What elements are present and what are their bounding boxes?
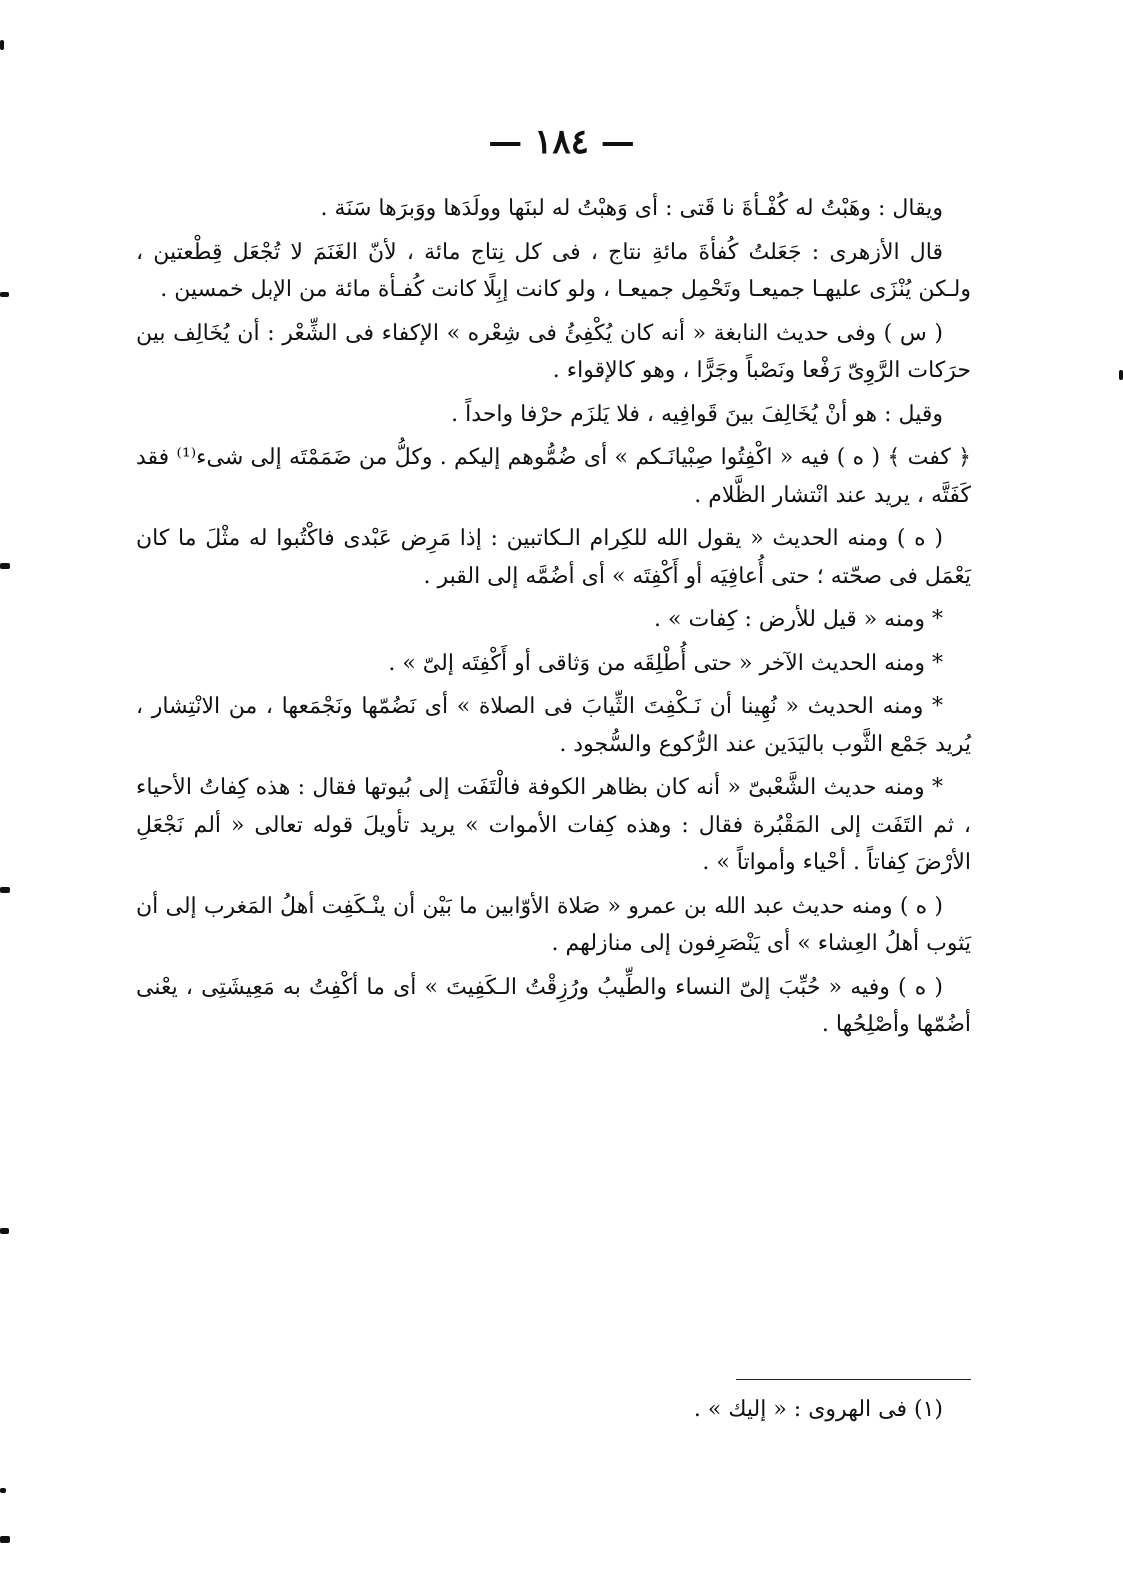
paragraph: * ومنه حديث الشَّعْبىّ « أنه كان بظاهر الكوفة فالْتَفَت إلى بُيوتها فقال : هذه كِفاتُ الأحياء ، ثم التَفَت إلى المَقْبُرة فقال : وهذه كِفات الأموات » يريد تأويلَ قوله تعالى « ألم نَجْعَلِ الأرْضَ كِفاتاً . أحْياء وأمواتاً » . [136, 775, 971, 875]
scan-mark [1119, 370, 1123, 380]
paragraph: ( ه ) وفيه « حُبِّبَ إلىّ النساء والطِّيبُ ورُزِقْتُ الـكَفِيتَ » أى ما أكْفِتُ به مَعِيشَتِى ، يعْنى أضُمّها وأصْلِحُها . [136, 974, 971, 1037]
main-text [136, 190, 971, 1050]
scan-mark [0, 1228, 9, 1234]
paragraph: وقيل : هو أنْ يُخَالِفَ بينَ قَوافِيه ، فلا يَلزَم حرْفا واحداً . [451, 401, 943, 427]
paragraph: * ومنه الحديث الآخر « حتى أُطْلِقَه من وَثاقى أو أَكْفِتَه إلىّ » . [388, 650, 943, 676]
scan-mark [0, 887, 10, 893]
scan-mark [0, 292, 9, 297]
paragraph: * ومنه « قيل للأرض : كِفات » . [654, 607, 943, 632]
paragraph: قال الأزهرى : جَعَلتُ كُفأةَ مائةِ نتاج ، فى كل نِتاج مائة ، لأنّ الغَنَمَ لا تُجْعَل قِطْعتين ، ولـكن يُنْزَى عليهـا جميعـا وتَحْمِل جميعـا ، ولو كانت إبِلًا كانت كُفـأة مائة من الإبل خمسين . [136, 239, 971, 302]
scan-mark [0, 1536, 10, 1543]
footnote: (١) فى الهروى : « إليك » . [693, 1397, 943, 1422]
paragraph: ويقال : وهَبْتُ له كُفْـأةَ نا قَتى : أى وَهبْتُ له لبنَها وولَدَها ووَبرَها سَنَة . [320, 196, 943, 221]
scan-mark [0, 563, 10, 569]
paragraph: ( ه ) ومنه حديث عبد الله بن عمرو « صَلاة الأوّابين ما بَيْن أن ينْـكَفِت أهلُ المَغرب إلى أن يَثوب أهلُ العِشاء » أى يَنْصَرِفون إلى منازلهم . [136, 893, 971, 956]
paragraph: ( س ) وفى حديث النابغة « أنه كان يُكْفِئُ فى شِعْره » الإكفاء فى الشِّعْر : أن يُخَالِف بين حرَكات الرَّوِىّ رَفْعا ونَصْباً وجَرًّا ، وهو كالإقواء . [136, 320, 971, 383]
entry-heading-paragraph: ﴿ كفت ﴾ ( ه ) فيه « اكْفِتُوا صِبْيانَـكم » أى ضُمُّوهم إليكم . وكلُّ من ضَمَمْتَه إلى شىء⁽¹⁾ فقد كَفَتَّه ، يريد عند انْتشار الظَّلام . [136, 445, 971, 508]
paragraph: ( ه ) ومنه الحديث « يقول الله للكِرام الـكاتبين : إذا مَرِض عَبْدى فاكْتُبوا له مثْلَ ما كان يَعْمَل فى صحّته ؛ حتى أُعافِيَه أو أَكْفِتَه » أى أضُمَّه إلى القبر . [136, 526, 971, 589]
paragraph: * ومنه الحديث « نُهِينا أن نَـكْفِتَ الثِّيابَ فى الصلاة » أى نَضُمّها ونَجْمَعها ، من الانْتِشار ، يُريد جَمْع الثَّوب باليَدَين عند الرُّكوع والسُّجود . [136, 694, 971, 757]
scan-mark [0, 1488, 6, 1493]
footnote-divider [736, 1379, 971, 1380]
scan-mark [0, 40, 4, 50]
page-number: — ١٨٤ — [488, 122, 635, 162]
